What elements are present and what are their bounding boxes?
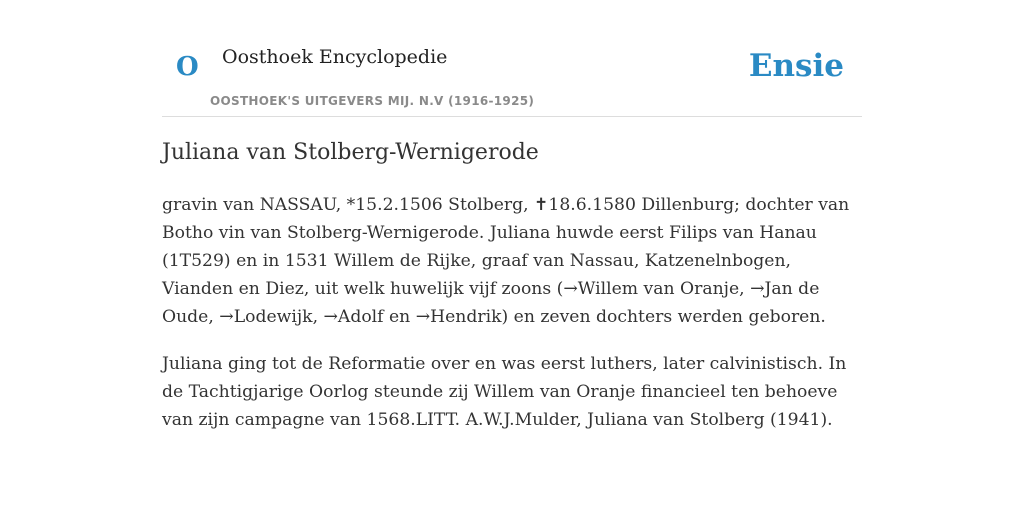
arrow-right-icon: → — [323, 306, 338, 327]
xref-label: Willem van Oranje — [577, 278, 740, 299]
xref-label: Adolf — [337, 306, 384, 327]
article-title: Juliana van Stolberg-Wernigerode — [162, 140, 539, 165]
arrow-right-icon: → — [563, 278, 578, 299]
paragraph-text: en — [383, 306, 416, 327]
paragraph-text: ) en zeven dochters werden geboren. — [501, 306, 826, 327]
xref-label: Jan de Oude — [162, 278, 820, 327]
paragraph-text: , — [739, 278, 751, 299]
publisher-link[interactable]: OOSTHOEK'S UITGEVERS MIJ. N.V (1916-1925) — [210, 94, 535, 108]
xref-label: Hendrik — [430, 306, 502, 327]
paragraph-text: , — [208, 306, 220, 327]
arrow-right-icon: → — [750, 278, 765, 299]
xref-adolf[interactable] — [324, 307, 384, 327]
arrow-right-icon: → — [219, 306, 234, 327]
ensie-logo[interactable]: Ensie — [748, 48, 844, 84]
article-paragraph-2: Juliana ging tot de Reformatie over en was eerst luthers, later calvinistisch. In de Tachtigjarige Oorlog steunde zij Willem van Oranje financieel ten behoeve van zijn campagne van 1568.LITT. A.W.J.Mulder, Juliana van Stolberg (1941). — [162, 353, 847, 430]
header — [162, 36, 862, 117]
site-title-link[interactable]: Oosthoek Encyclopedie — [222, 46, 448, 68]
xref-willem-van-oranje[interactable] — [563, 279, 739, 299]
xref-label: Lodewijk — [233, 306, 313, 327]
arrow-right-icon: → — [415, 306, 431, 327]
paragraph-text: gravin van NASSAU, *15.2.1506 Stolberg, ✝18.6.1580 Dillenburg; dochter van Botho vin van Stolberg-Wernigerode. Juliana huwde eerst Filips van Hanau (1T529) en in 1531 Willem de Rijke, graaf van Nassau, Katzenelnbogen, Vianden en Diez, uit welk huwelijk vijf zoons ( — [162, 194, 850, 299]
article-paragraph-1 — [162, 191, 862, 331]
xref-lodewijk[interactable] — [219, 307, 312, 327]
paragraph-text: , — [312, 306, 324, 327]
encyclopedia-logo[interactable]: O — [176, 52, 199, 82]
xref-hendrik[interactable] — [416, 307, 502, 327]
article — [162, 138, 862, 453]
